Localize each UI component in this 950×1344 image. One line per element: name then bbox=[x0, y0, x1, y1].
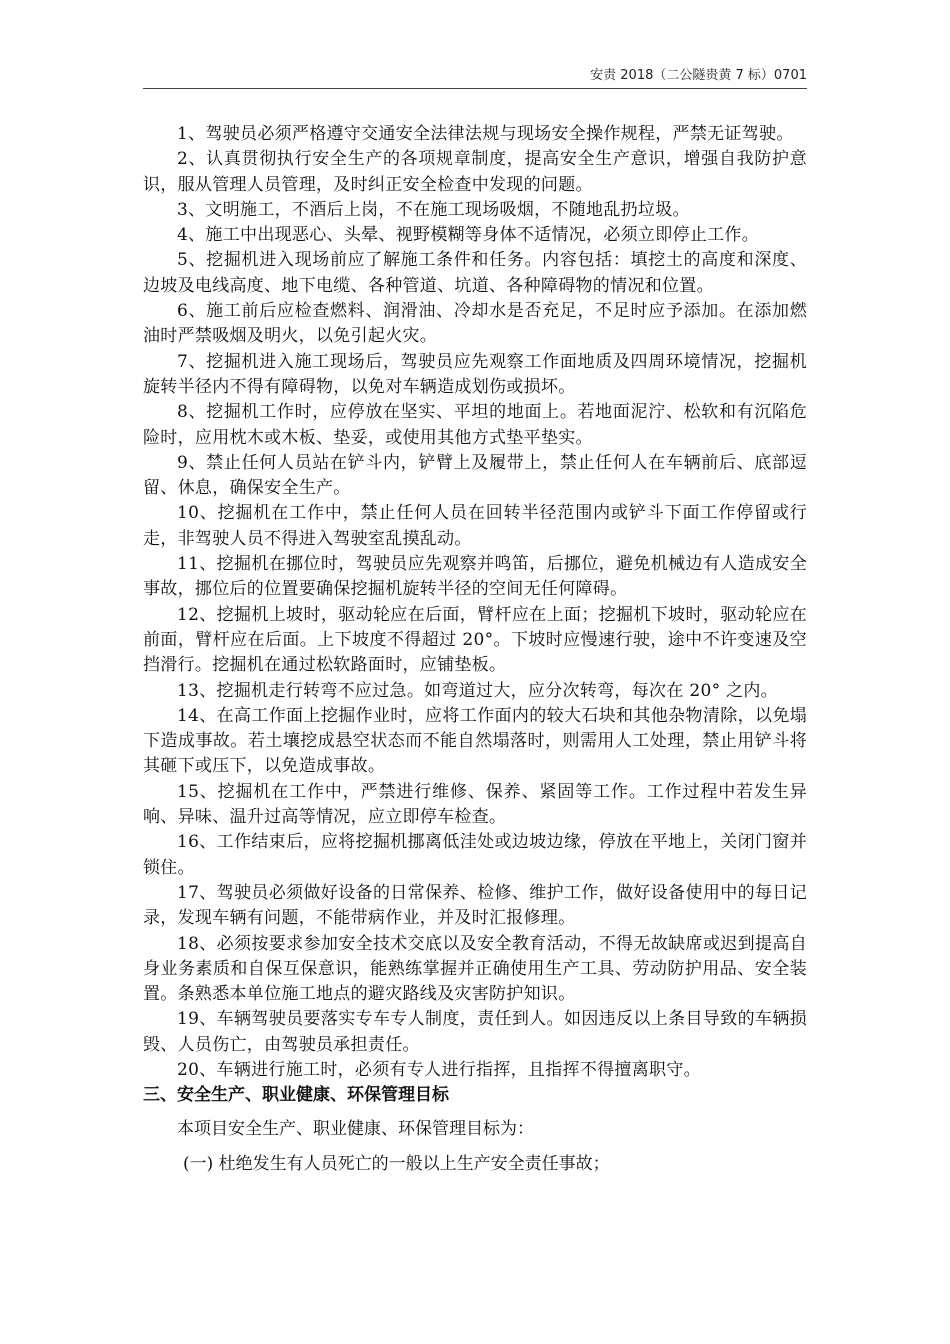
header-divider bbox=[143, 88, 807, 89]
section-heading: 三、安全生产、职业健康、环保管理目标 bbox=[143, 1085, 449, 1106]
rule-item: 1、驾驶员必须严格遵守交通安全法律法规与现场安全操作规程，严禁无证驾驶。 bbox=[177, 124, 794, 144]
rule-item: 11、挖掘机在挪位时，驾驶员应先观察并鸣笛，后挪位，避免机械边有人造成安全事故，挪位后的位置要确保挖掘机旋转半径的空间无任何障碍。 bbox=[143, 554, 807, 600]
rule-item: 9、禁止任何人员站在铲斗内，铲臂上及履带上，禁止任何人在车辆前后、底部逗留、休息，确保安全生产。 bbox=[143, 452, 807, 499]
rule-item: 14、在高工作面上挖掘作业时，应将工作面内的较大石块和其他杂物清除，以免塌下造成事故。若土壤挖成悬空状态而不能自然塌落时，则需用人工处理，禁止用铲斗将其砸下或压下，以免造成事故。 bbox=[143, 705, 807, 777]
rule-item: 3、文明施工，不酒后上岗，不在施工现场吸烟，不随地乱扔垃圾。 bbox=[177, 199, 690, 220]
section-intro: 本项目安全生产、职业健康、环保管理目标为： bbox=[177, 1118, 534, 1139]
rule-item: 2、认真贯彻执行安全生产的各项规章制度，提高安全生产意识，增强自我防护意识，服从管理人员管理，及时纠正安全检查中发现的问题。 bbox=[143, 149, 807, 195]
rule-item: 18、必须按要求参加安全技术交底以及安全教育活动，不得无故缺席或迟到提高自身业务素质和自保互保意识，能熟练掌握并正确使用生产工具、劳动防护用品、安全装置。条熟悉本单位施工地点的避灾路线及灾害防护知识。 bbox=[143, 933, 807, 1005]
rule-item: 13、挖掘机走行转弯不应过急。如弯道过大，应分次转弯，每次在 20° 之内。 bbox=[177, 680, 778, 701]
rule-item: 16、工作结束后，应将挖掘机挪离低洼处或边坡边缘，停放在平地上，关闭门窗并锁住。 bbox=[143, 832, 807, 878]
rule-item: 6、施工前后应检查燃料、润滑油、冷却水是否充足，不足时应予添加。在添加燃油时严禁吸烟及明火，以免引起火灾。 bbox=[143, 301, 807, 347]
rules-list bbox=[143, 122, 807, 1083]
rule-item: 17、驾驶员必须做好设备的日常保养、检修、维护工作，做好设备使用中的每日记录，发现车辆有问题，不能带病作业，并及时汇报修理。 bbox=[143, 882, 807, 929]
rule-item: 10、挖掘机在工作中，禁止任何人员在回转半径范围内或铲斗下面工作停留或行走，非驾驶人员不得进入驾驶室乱摸乱动。 bbox=[143, 503, 807, 549]
rule-item: 7、挖掘机进入施工现场后，驾驶员应先观察工作面地质及四周环境情况，挖掘机旋转半径内不得有障碍物，以免对车辆造成划伤或损坏。 bbox=[143, 351, 807, 397]
rule-item: 4、施工中出现恶心、头晕、视野模糊等身体不适情况，必须立即停止工作。 bbox=[177, 225, 760, 246]
rule-item: 12、挖掘机上坡时，驱动轮应在后面，臂杆应在上面；挖掘机下坡时，驱动轮应在前面，臂杆应在后面。上下坡度不得超过 20°。下坡时应慢速行驶，途中不许变速及空挡滑行。挖掘机在通过松软路面时，应铺垫板。 bbox=[143, 604, 807, 676]
rule-item: 5、挖掘机进入现场前应了解施工条件和任务。内容包括：填挖土的高度和深度、边坡及电线高度、地下电缆、各种管道、坑道、各种障碍物的情况和位置。 bbox=[143, 250, 807, 296]
goal-item: (一) 杜绝发生有人员死亡的一般以上生产安全责任事故； bbox=[183, 1153, 610, 1174]
rule-item: 15、挖掘机在工作中，严禁进行维修、保养、紧固等工作。工作过程中若发生异响、异味、温升过高等情况，应立即停车检查。 bbox=[143, 781, 807, 828]
rule-item: 20、车辆进行施工时，必须有专人进行指挥，且指挥不得擅离职守。 bbox=[177, 1059, 701, 1080]
rule-item: 19、车辆驾驶员要落实专车专人制度，责任到人。如因违反以上条目导致的车辆损毁、人员伤亡，由驾驶员承担责任。 bbox=[143, 1009, 807, 1055]
document-code: 安责 2018（二公隧贵黄 7 标）0701 bbox=[590, 68, 807, 83]
document-body bbox=[143, 122, 807, 1177]
rule-item: 8、挖掘机工作时，应停放在坚实、平坦的地面上。若地面泥泞、松软和有沉陷危险时，应用枕木或木板、垫妥，或使用其他方式垫平垫实。 bbox=[143, 402, 807, 448]
